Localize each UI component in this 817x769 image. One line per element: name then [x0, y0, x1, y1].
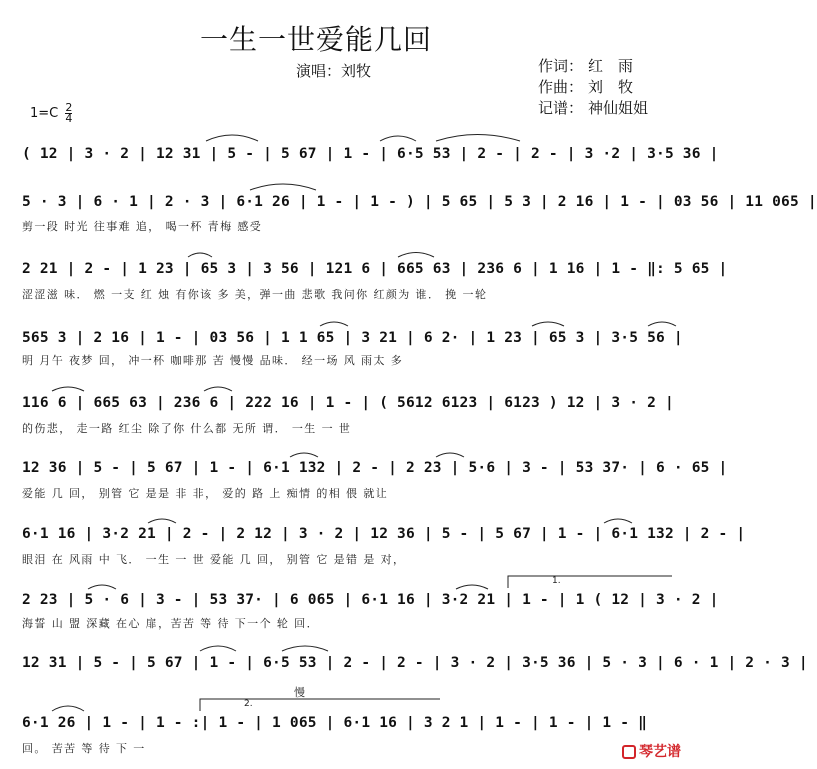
transcriber-name: 神仙姐姐 — [588, 99, 649, 117]
slur — [320, 322, 348, 326]
slur — [88, 585, 116, 589]
score-line-3: 2 21 | 2 - | 1 23 | 65 3 | 3 56 | 121 6 | 665 63 | 236 6 | 1 16 | 1 - ‖: 5 65 | — [22, 261, 728, 277]
slur — [282, 646, 328, 651]
lyric-line-2: 剪一段 时光 往事难 追， 喝一杯 青梅 感受 — [22, 220, 263, 233]
singer-credit: 演唱：刘牧 — [296, 62, 372, 80]
volta-bracket — [200, 699, 440, 711]
score-line-8: 2 23 | 5 · 6 | 3 - | 53 37· | 6 065 | 6·1 16 | 3·2 21 | 1 - | 1 ( 12 | 3 · 2 | — [22, 592, 719, 608]
transcriber-label: 记谱： — [538, 99, 584, 117]
lyric-line-6: 爱能 几 回， 别管 它 是是 非 非， 爱的 路 上 痴情 的相 偎 就让 — [22, 487, 389, 500]
score-line-1: ( 12 | 3 · 2 | 12 31 | 5 - | 5 67 | 1 - | 6·5 53 | 2 - | 2 - | 3 ·2 | 3·5 36 | — [22, 146, 719, 162]
song-title: 一生一世爱能几回 — [200, 23, 433, 56]
lyricist-label: 作词： — [538, 57, 584, 75]
slur — [206, 135, 258, 141]
slur — [380, 136, 416, 141]
slur — [290, 453, 318, 457]
slur — [52, 387, 84, 391]
volta-1-label: 1. — [552, 576, 561, 586]
slur — [436, 453, 464, 457]
time-numerator: 2 — [65, 101, 73, 114]
score-line-9: 12 31 | 5 - | 5 67 | 1 - | 6·5 53 | 2 - | 2 - | 3 · 2 | 3·5 36 | 5 · 3 | 6 · 1 | 2 · 3 | — [22, 655, 808, 671]
slur — [604, 519, 632, 523]
slur — [532, 322, 564, 326]
slur — [204, 387, 232, 391]
slur — [188, 253, 212, 257]
score-line-6: 12 36 | 5 - | 5 67 | 1 - | 6·1 132 | 2 - | 2 23 | 5·6 | 3 - | 53 37· | 6 · 65 | — [22, 460, 728, 476]
score-line-2: 5 · 3 | 6 · 1 | 2 · 3 | 6·1 26 | 1 - | 1 - ) | 5 65 | 5 3 | 2 16 | 1 - | 03 56 | 11 065 | — [22, 194, 817, 210]
slur — [398, 253, 434, 258]
lyric-line-3: 涩涩滋 味． 燃 一支 红 烛 有你该 多 美，弹一曲 悲歌 我问你 红颜为 谁． 挽 一轮 — [22, 288, 488, 301]
key-text: 1=C — [30, 106, 59, 121]
score-line-7: 6·1 16 | 3·2 21 | 2 - | 2 12 | 3 · 2 | 12 36 | 5 - | 5 67 | 1 - | 6·1 132 | 2 - | — [22, 526, 746, 542]
composer-label: 作曲： — [538, 78, 584, 96]
lyric-line-4: 明 月午 夜梦 回， 冲一杯 咖啡那 苦 慢慢 品味． 经一场 风 雨太 多 — [22, 354, 404, 367]
volta-2-label: 2. — [244, 699, 253, 709]
lyricist-name: 红 雨 — [588, 57, 634, 75]
slur — [436, 135, 520, 142]
lyric-line-8: 海誓 山 盟 深藏 在心 扉，苦苦 等 待 下一个 轮 回． — [22, 617, 319, 630]
watermark-text: 琴艺谱 — [639, 744, 681, 760]
tempo-word: 慢 — [294, 686, 305, 699]
slur — [200, 646, 236, 651]
time-denominator: 4 — [65, 112, 73, 125]
score-line-4: 565 3 | 2 16 | 1 - | 03 56 | 1 1 65 | 3 21 | 6 2· | 1 23 | 65 3 | 3·5 56 | — [22, 330, 683, 346]
composer-name: 刘 牧 — [588, 78, 634, 96]
volta-bracket — [508, 576, 672, 588]
lyric-line-7: 眼泪 在 风雨 中 飞． 一生 一 世 爱能 几 回， 别管 它 是错 是 对， — [22, 553, 406, 566]
watermark — [622, 741, 681, 761]
slur — [456, 585, 488, 589]
score-line-5: 116 6 | 665 63 | 236 6 | 222 16 | 1 - | ( 5612 6123 | 6123 ) 12 | 3 · 2 | — [22, 395, 674, 411]
brand-logo-icon — [622, 745, 636, 759]
score-line-10: 6·1 26 | 1 - | 1 - :| 1 - | 1 065 | 6·1 16 | 3 2 1 | 1 - | 1 - | 1 - ‖ — [22, 715, 648, 731]
slur — [148, 519, 176, 523]
slur — [648, 322, 676, 326]
lyric-line-10: 回。 苦苦 等 待 下 一 — [22, 742, 146, 755]
lyric-line-5: 的伤悲， 走一路 红尘 除了你 什么都 无所 谓． 一生 一 世 — [22, 422, 352, 435]
slur — [52, 706, 84, 711]
slur — [250, 184, 316, 190]
